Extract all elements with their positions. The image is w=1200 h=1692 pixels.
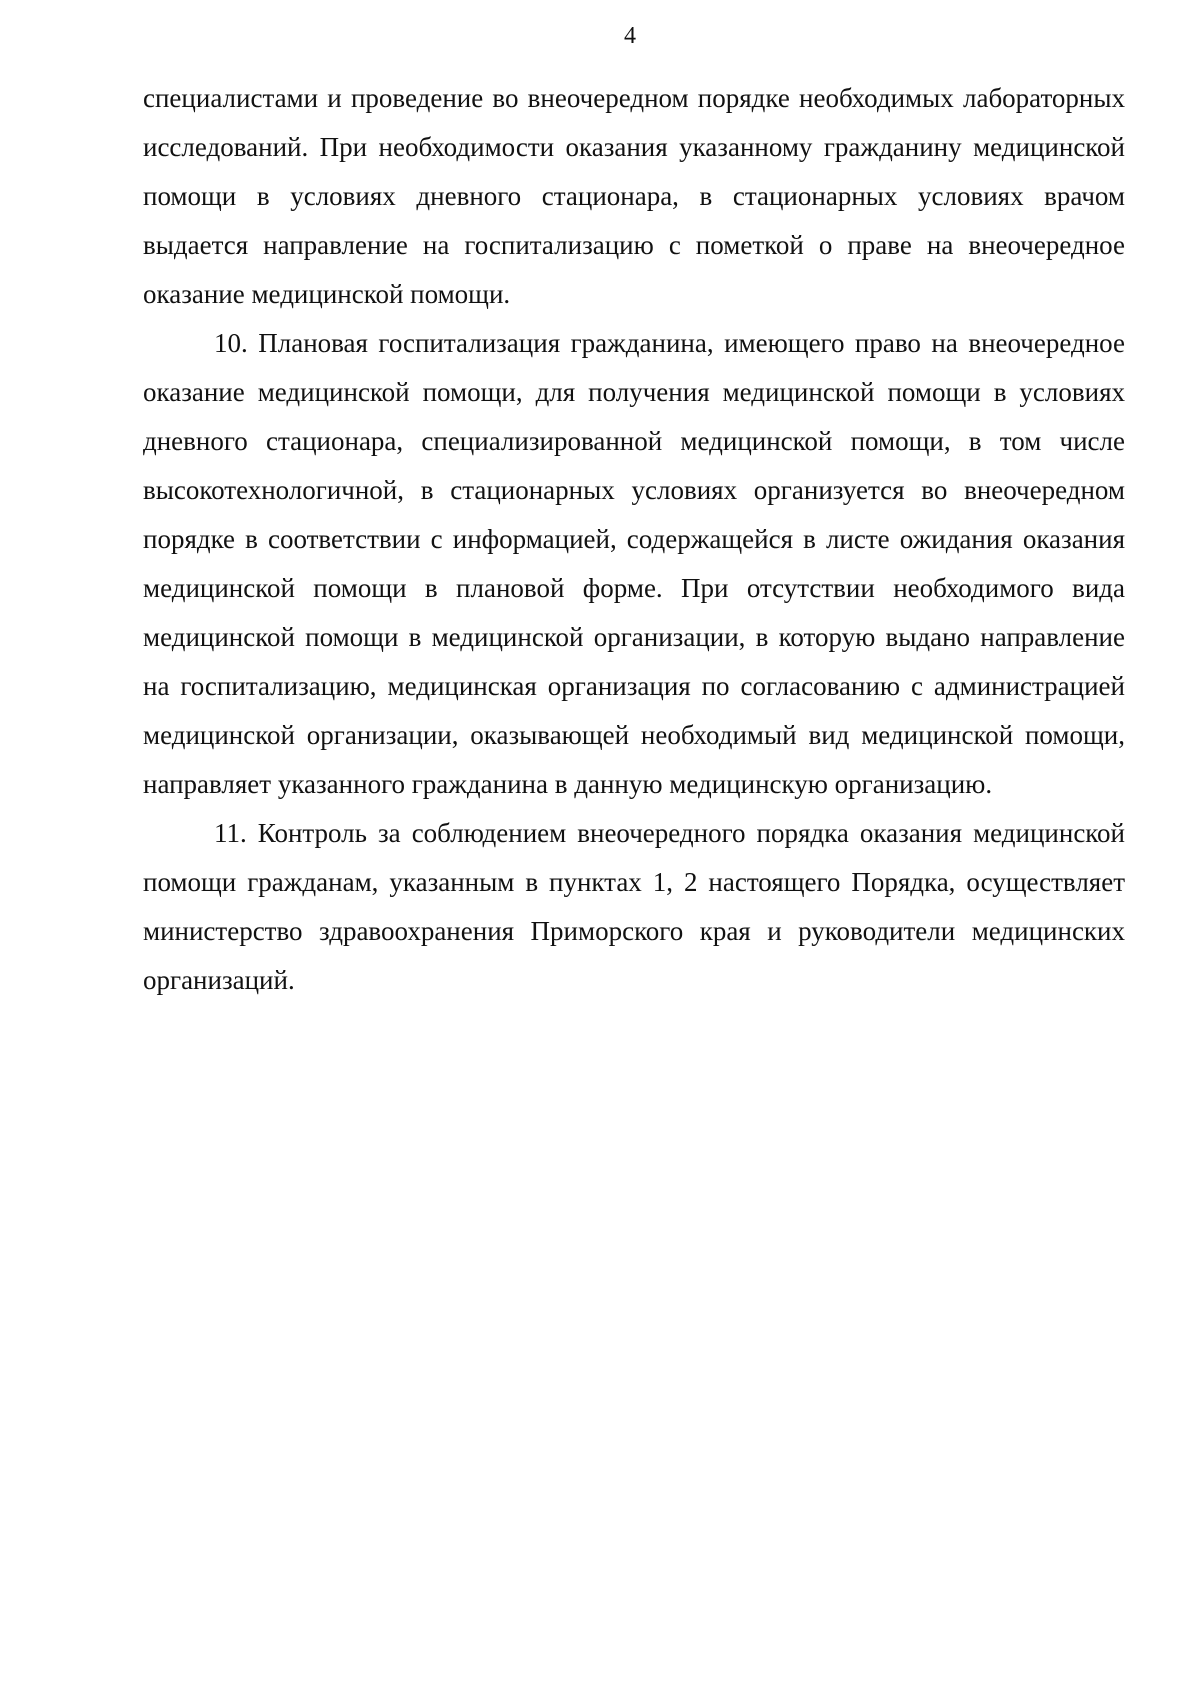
document-body [143,74,1125,1005]
paragraph-11 [143,809,1125,1005]
paragraph-text: Плановая госпитализация гражданина, имеющего право на внеочередное оказание медицинской помощи, для получения медицинской помощи в условиях дневного стационара, специализированной медицинской помощи, в том числе высокотехнологичной, в стационарных условиях организуется во внеочередном порядке в соответствии с информацией, содержащейся в листе ожидания оказания медицинской помощи в плановой форме. При отсутствии необходимого вида медицинской помощи в медицинской организации, в которую выдано направление на госпитализацию, медицинская организация по согласованию с администрацией медицинской организации, оказывающей необходимый вид медицинской помощи, направляет указанного гражданина в данную медицинскую организацию. [143,328,1125,799]
paragraph-10 [143,319,1125,809]
page-number: 4 [624,23,636,49]
paragraph-text: Контроль за соблюдением внеочередного порядка оказания медицинской помощи гражданам, указанным в пунктах 1, 2 настоящего Порядка, осуществляет министерство здравоохранения Приморского края и руководители медицинских организаций. [143,818,1126,995]
paragraph-continuation [143,74,1125,319]
paragraph-text: специалистами и проведение во внеочередном порядке необходимых лабораторных исследований. При необходимости оказания указанному гражданину медицинской помощи в условиях дневного стационара, в стационарных условиях врачом выдается направление на госпитализацию с пометкой о праве на внеочередное оказание медицинской помощи. [143,83,1125,309]
paragraph-number: 10. [214,328,248,358]
paragraph-number: 11. [214,818,247,848]
